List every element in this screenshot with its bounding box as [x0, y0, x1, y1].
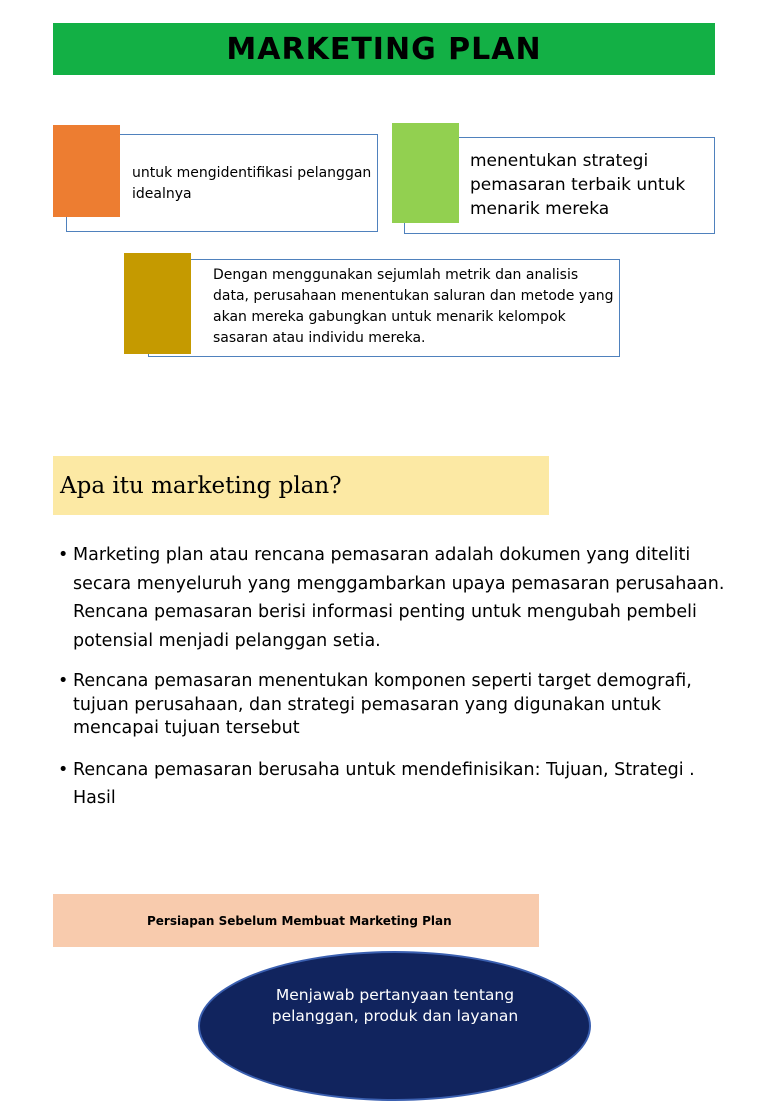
info-card-1-text: untuk mengidentifikasi pelanggan idealnya: [132, 165, 372, 202]
orange-swatch: [53, 125, 120, 217]
info-card-2-text: menentukan strategi pemasaran terbaik untuk menarik mereka: [470, 151, 686, 219]
gold-swatch: [124, 253, 191, 354]
bullet-text: Rencana pemasaran menentukan komponen seperti target demografi, tujuan perusahaan, dan strategi pemasaran yang digunakan untuk mencapai tujuan tersebut: [73, 671, 692, 738]
prep-banner: [53, 894, 539, 947]
title-banner: [53, 23, 715, 75]
bullet-item: [58, 541, 728, 655]
bullet-text: Marketing plan atau rencana pemasaran adalah dokumen yang diteliti secara menyeluruh yang menggambarkan upaya pemasaran perusahaan. Rencana pemasaran berisi informasi penting untuk mengubah pembeli potensial menjadi pelanggan setia.: [73, 545, 725, 651]
bullet-dot-icon: •: [58, 545, 69, 565]
info-card-3-text: Dengan menggunakan sejumlah metrik dan analisis data, perusahaan menentukan saluran dan metode yang akan mereka gabungkan untuk menarik kelompok sasaran atau individu mereka.: [213, 267, 614, 346]
question-banner: [53, 456, 549, 515]
bullet-dot-icon: •: [58, 671, 69, 691]
bullet-text: Rencana pemasaran berusaha untuk mendefinisikan: Tujuan, Strategi . Hasil: [73, 760, 695, 808]
answer-oval-text: Menjawab pertanyaan tentang pelanggan, produk dan layanan: [271, 986, 519, 1025]
bullet-dot-icon: •: [58, 760, 69, 780]
bullet-item: [58, 670, 728, 741]
question-heading: Apa itu marketing plan?: [60, 472, 342, 499]
prep-title: Persiapan Sebelum Membuat Marketing Plan: [147, 913, 452, 928]
bullet-item: [58, 756, 728, 812]
page-title: MARKETING PLAN: [226, 31, 542, 67]
green-swatch: [392, 123, 459, 223]
